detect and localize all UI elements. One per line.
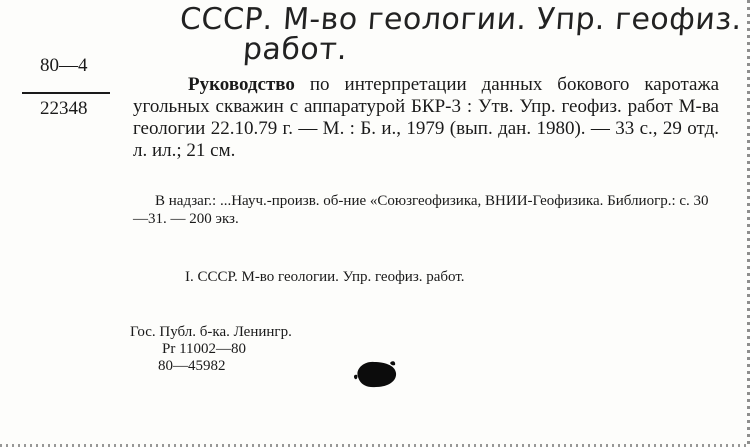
ink-blot-stamp <box>352 357 398 389</box>
holding-code-2: 80—45982 <box>158 358 226 374</box>
entry-title-lead: Руководство <box>188 74 295 95</box>
handwritten-annotation-line-1: СССР. М-во геологии. Упр. геофиз. <box>178 2 744 37</box>
holding-code-1: Pr 11002—80 <box>162 341 247 357</box>
shelf-mark: 80—4 <box>40 55 88 76</box>
call-number-divider <box>22 92 110 94</box>
handwritten-annotation-line-2: работ. <box>241 32 349 67</box>
holding-library: Гос. Публ. б-ка. Ленингр. <box>130 324 292 340</box>
entry-body: по интерпретации данных бокового каротажа угольных скважин с аппаратурой БКР-3 : Утв. Упр. геофиз. работ М-ва геологии 22.10.79 г. — М. : Б. и., 1979 (вып. дан. 1980). — 33 с., 29 отд. л. ил.; 21 см. <box>133 74 720 161</box>
bibliographic-entry <box>133 74 719 162</box>
entry-notes: В надзаг.: ...Науч.-произв. об-ние «Союзгеофизика, ВНИИ-Геофизика. Библиогр.: с. 30—31. — 200 экз. <box>133 193 709 227</box>
register-number: 22348 <box>40 98 88 119</box>
holdings-block <box>130 324 292 375</box>
subject-tracing: I. СССР. М-во геологии. Упр. геофиз. работ. <box>185 269 465 285</box>
